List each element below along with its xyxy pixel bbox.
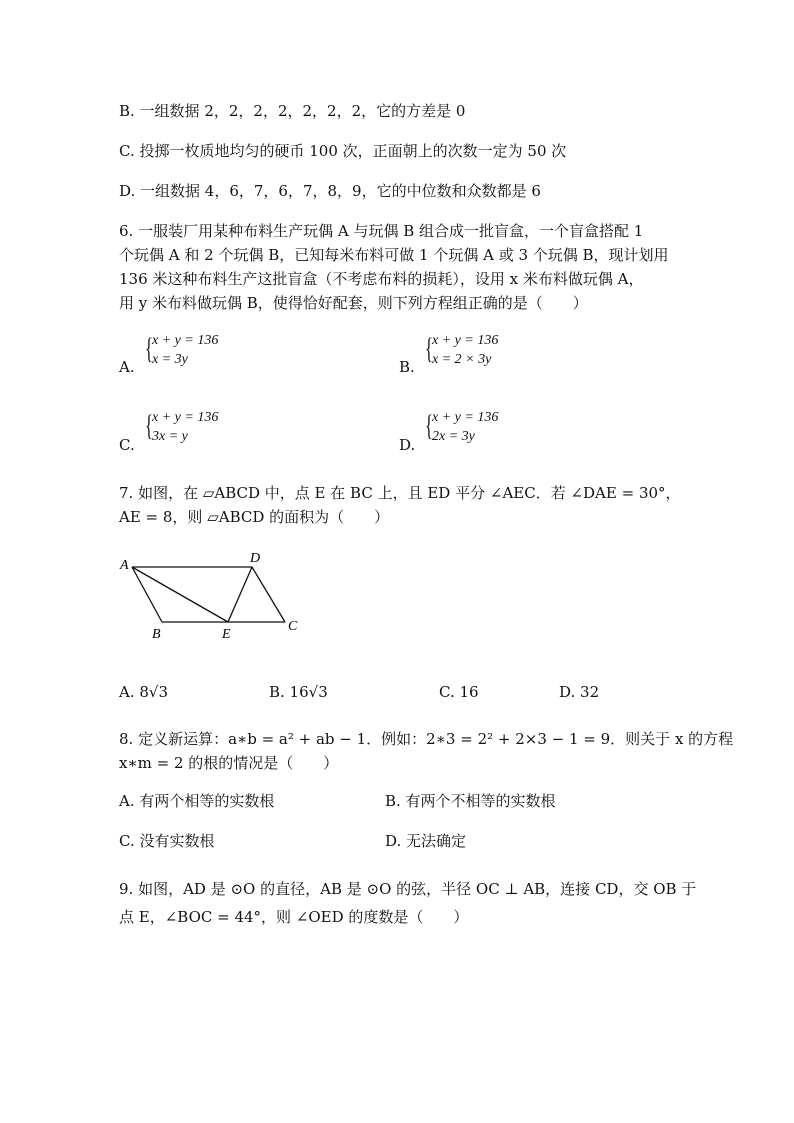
q6-option-d-label: D.	[399, 436, 416, 454]
q8-option-a: A. 有两个相等的实数根	[119, 792, 275, 810]
brace-icon: {	[145, 409, 153, 442]
q6-text-line3: 136 米这种布料生产这批盲盒（不考虑布料的损耗），设用 x 米布料做玩偶 A，	[119, 270, 644, 288]
q6-option-a-eq1: x + y = 136	[152, 333, 219, 348]
q6-text-line4: 用 y 米布料做玩偶 B，使得恰好配套，则下列方程组正确的是（ ）	[119, 294, 588, 312]
q6-option-b-eq2: x = 2 × 3y	[432, 352, 492, 367]
vertex-label-c: C	[288, 619, 298, 634]
brace-icon: {	[145, 332, 153, 365]
q8-option-b: B. 有两个不相等的实数根	[385, 792, 556, 810]
q8-text-line1: 8. 定义新运算：a∗b = a² + ab − 1．例如：2∗3 = 2² + 2×3 − 1 = 9．则关于 x 的方程	[119, 730, 734, 748]
q6-text-line1: 6. 一服装厂用某种布料生产玩偶 A 与玩偶 B 组合成一批盲盒，一个盲盒搭配 1	[119, 222, 644, 240]
segment-dc	[252, 567, 285, 622]
vertex-label-b: B	[152, 627, 161, 642]
q6-option-b-eq1: x + y = 136	[432, 333, 499, 348]
vertex-label-e: E	[222, 627, 231, 642]
q7-option-b: B. 16√3	[269, 683, 328, 701]
q9-text-line1: 9. 如图，AD 是 ⊙O 的直径，AB 是 ⊙O 的弦，半径 OC ⊥ AB，连接 CD，交 OB 于	[119, 880, 697, 898]
q7-option-c: C. 16	[439, 683, 479, 701]
q6-option-d-eq2: 2x = 3y	[432, 429, 475, 444]
q7-option-a: A. 8√3	[119, 683, 169, 701]
q5-option-d: D. 一组数据 4，6，7，6，7，8，9，它的中位数和众数都是 6	[119, 182, 541, 200]
q9-text-line2: 点 E，∠BOC = 44°，则 ∠OED 的度数是（ ）	[119, 908, 469, 926]
brace-icon: {	[425, 409, 433, 442]
q6-option-c-eq2: 3x = y	[152, 429, 188, 444]
q6-text-line2: 个玩偶 A 和 2 个玩偶 B，已知每米布料可做 1 个玩偶 A 或 3 个玩偶 B，现计划用	[119, 246, 669, 264]
q6-option-b-label: B.	[399, 358, 415, 376]
q7-option-d: D. 32	[559, 683, 600, 701]
q5-option-b: B. 一组数据 2，2，2，2，2，2，2，它的方差是 0	[119, 102, 466, 120]
vertex-label-d: D	[250, 551, 261, 566]
q6-option-a-eq2: x = 3y	[152, 352, 188, 367]
segment-ed	[228, 567, 252, 622]
q7-text-line1: 7. 如图，在 ▱ABCD 中，点 E 在 BC 上，且 ED 平分 ∠AEC．若 ∠DAE = 30°，	[119, 484, 681, 502]
q6-option-d-system	[425, 410, 545, 450]
q6-option-a-system	[145, 333, 265, 373]
q6-option-b-system	[425, 333, 545, 373]
q6-option-d-eq1: x + y = 136	[432, 410, 499, 425]
q7-text-line2: AE = 8，则 ▱ABCD 的面积为（ ）	[119, 508, 390, 526]
q7-parallelogram-figure	[110, 545, 310, 645]
q6-option-a-label: A.	[119, 358, 135, 376]
q6-option-c-eq1: x + y = 136	[152, 410, 219, 425]
q8-option-d: D. 无法确定	[385, 832, 467, 850]
brace-icon: {	[425, 332, 433, 365]
q6-option-c-system	[145, 410, 265, 450]
q5-option-c: C. 投掷一枚质地均匀的硬币 100 次，正面朝上的次数一定为 50 次	[119, 142, 567, 160]
q6-option-c-label: C.	[119, 436, 135, 454]
q8-option-c: C. 没有实数根	[119, 832, 215, 850]
q8-text-line2: x∗m = 2 的根的情况是（ ）	[119, 754, 339, 772]
vertex-label-a: A	[120, 558, 129, 573]
